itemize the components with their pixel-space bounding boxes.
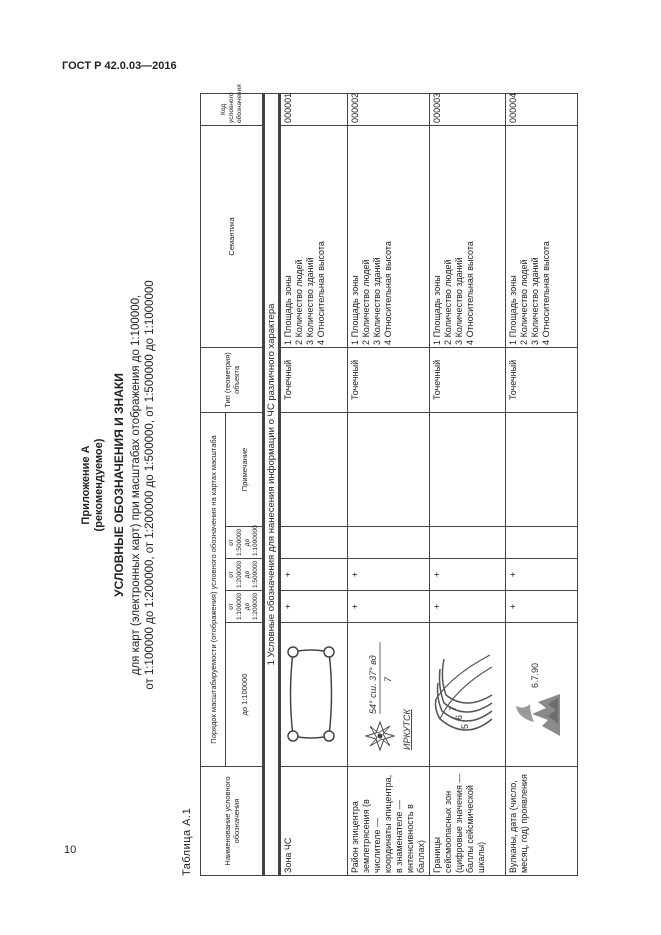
type-cell: Точечный (506, 347, 578, 412)
scale-2-cell: + (430, 591, 506, 623)
main-title: УСЛОВНЫЕ ОБОЗНАЧЕНИЯ И ЗНАКИ (112, 373, 126, 597)
header-name: Наименование условного обозначения (201, 767, 264, 876)
row-name: Район эпицентра землетрясения (в числителе — координаты эпицентра, в знаменателе — интенсивность в баллах) (348, 767, 430, 876)
note-cell (280, 412, 348, 526)
semantics-cell (348, 125, 430, 347)
star-burst-icon (366, 723, 394, 751)
epicenter-coordinates: 54° сш. 37° вд (368, 655, 378, 715)
semantics-cell (430, 125, 506, 347)
scale-3-cell: + (348, 559, 430, 591)
row-name: Вулканы, дата (число, месяц, год) проявления (506, 767, 578, 876)
type-cell: Точечный (280, 347, 348, 412)
seismic-value: 6 (454, 715, 464, 721)
table-row (506, 93, 578, 875)
emergency-zone-icon (283, 639, 339, 751)
code-cell: 000003 (430, 93, 506, 125)
semantics-line: 4 Относительная высота (541, 241, 551, 345)
scale-4-cell (506, 527, 578, 559)
header-scale-group: Порядок масштабируемости (отображения) условного обозначения на картах масштаба (201, 412, 226, 766)
scale-3-cell: + (506, 559, 578, 591)
scale-2-cell: + (280, 591, 348, 623)
semantics-line: 2 Количество людей (294, 259, 304, 345)
symbol-cell (430, 623, 506, 767)
subtitle-line-2: от 1:100000 до 1:200000, от 1:200000 до 1:500000, от 1:500000 до 1:1000000 (144, 280, 156, 690)
table-caption: Таблица А.1 (181, 807, 193, 876)
semantics-line: 4 Относительная высота (316, 241, 326, 345)
semantics-line: 1 Площадь зоны (350, 275, 360, 345)
section-title: 1 Условные обозначения для нанесения информации о ЧС различного характера (264, 93, 280, 875)
semantics-line: 3 Количество зданий (530, 257, 540, 345)
code-cell: 000002 (348, 93, 430, 125)
scale-3-cell: + (430, 559, 506, 591)
header-scale-2: от 1:100000 до 1:200000 (226, 591, 264, 623)
document-code: ГОСТ Р 42.0.03—2016 (62, 60, 177, 72)
semantics-line: 4 Относительная высота (465, 241, 475, 345)
seismic-value: 7 (448, 706, 458, 712)
seismic-value: 5 (460, 724, 470, 730)
note-cell (506, 412, 578, 526)
semantics-cell (506, 125, 578, 347)
epicenter-intensity: 7 (383, 677, 393, 683)
code-cell: 000004 (506, 93, 578, 125)
semantics-line: 1 Площадь зоны (283, 275, 293, 345)
scale-4-cell (280, 527, 348, 559)
semantics-line: 3 Количество зданий (372, 257, 382, 345)
semantics-line: 2 Количество людей (519, 259, 529, 345)
scale-4-cell (348, 527, 430, 559)
appendix-heading (80, 94, 106, 876)
type-cell: Точечный (430, 347, 506, 412)
note-cell (348, 412, 430, 526)
semantics-line: 2 Количество людей (361, 259, 371, 345)
header-semantics: Семантика (201, 125, 264, 347)
scale-2-cell: + (506, 591, 578, 623)
subtitle (129, 94, 157, 876)
landscape-content (80, 84, 551, 876)
page-number: 10 (64, 844, 77, 856)
volcano-date: 6.7.90 (530, 663, 540, 689)
header-code: Код условного обозначения (201, 93, 264, 125)
table-row (348, 93, 430, 875)
row-name: Границы сейсмоопасных зон (цифровые значения — баллы сейсмической шкалы) (430, 767, 506, 876)
volcano-icon (508, 645, 566, 745)
header-scale-4: от 1:500000 до 1:1000000 (226, 527, 264, 559)
note-cell (430, 412, 506, 526)
semantics-line: 2 Количество людей (443, 259, 453, 345)
semantics-line: 1 Площадь зоны (508, 275, 518, 345)
epicenter-city-label: ИРКУТСК (402, 709, 412, 751)
semantics-line: 3 Количество зданий (305, 257, 315, 345)
header-scale-3: от 1:200000 до 1:500000 (226, 559, 264, 591)
symbol-cell (280, 623, 348, 767)
semantics-line: 1 Площадь зоны (432, 275, 442, 345)
semantics-cell (280, 125, 348, 347)
row-name: Зона ЧС (280, 767, 348, 876)
scale-2-cell: + (348, 591, 430, 623)
earthquake-epicenter-icon (350, 635, 416, 755)
symbols-table (200, 84, 578, 876)
scale-3-cell: + (280, 559, 348, 591)
seismic-zone-boundary-icon (432, 640, 500, 750)
table-row (430, 93, 506, 875)
scale-4-cell (430, 527, 506, 559)
subtitle-line-1: для карт (электронных карт) при масштабах отображения до 1:100000, (130, 294, 142, 676)
symbol-cell (348, 623, 430, 767)
semantics-line: 4 Относительная высота (383, 241, 393, 345)
table-row (280, 93, 348, 875)
header-scale-1: до 1:100000 (226, 623, 264, 767)
symbol-cell (506, 623, 578, 767)
semantics-line: 3 Количество зданий (454, 257, 464, 345)
appendix-status: (рекомендуемое) (93, 438, 105, 532)
type-cell: Точечный (348, 347, 430, 412)
code-cell: 000001 (280, 93, 348, 125)
appendix-title: Приложение А (80, 445, 92, 525)
header-note: Примечание (226, 412, 264, 526)
header-type: Тип (геометрия) объекта (201, 347, 264, 412)
